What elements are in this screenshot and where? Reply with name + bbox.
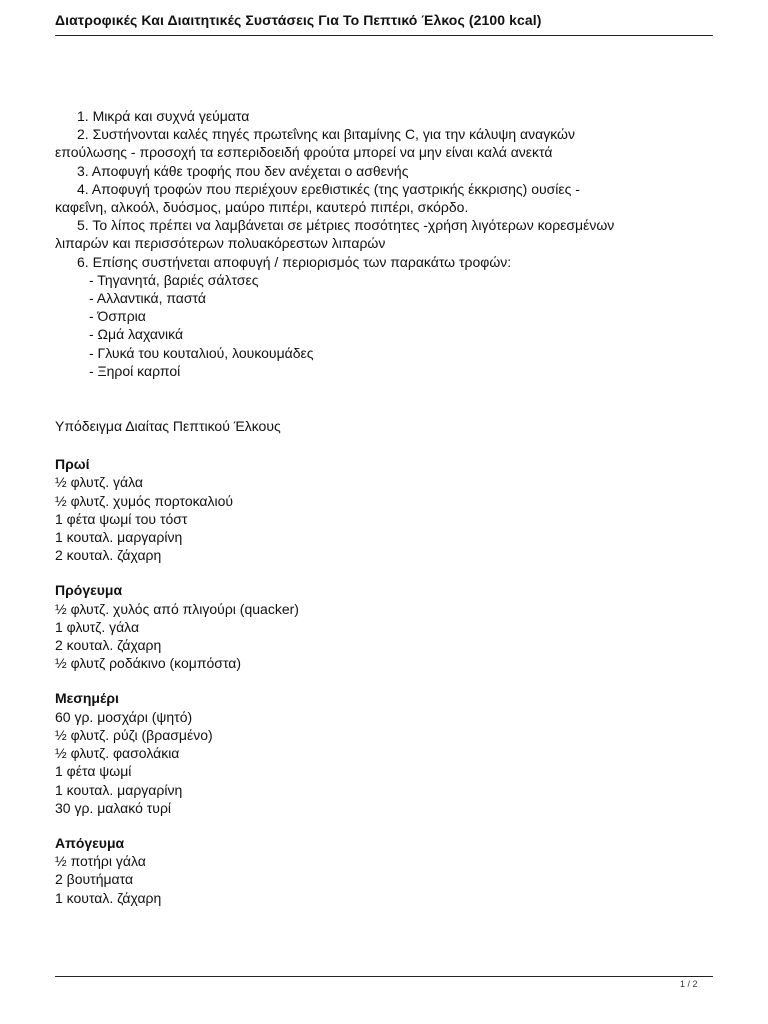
recommendation-item: 2. Συστήνονται καλές πηγές πρωτεΐνης και βιταμίνης C, για την κάλυψη αναγκών: [77, 126, 575, 143]
avoid-food-item: - Τηγανητά, βαριές σάλτσες: [89, 271, 259, 288]
avoid-food-item: - Γλυκά του κουταλιού, λουκουμάδες: [89, 344, 314, 361]
page-number: 1 / 2: [680, 979, 698, 989]
meal-item: 1 κουταλ. μαργαρίνη: [55, 781, 183, 798]
meal-item: 1 φλυτζ. γάλα: [55, 618, 140, 635]
meal-section-lunch: [55, 689, 715, 816]
recommendation-item: 5. Το λίπος πρέπει να λαμβάνεται σε μέτριες ποσότητες -χρήση λιγότερων κορεσμένων: [77, 217, 615, 234]
meal-item: ½ φλυτζ ροδάκινο (κομπόστα): [55, 655, 242, 672]
avoid-food-item: - Ξηροί καρποί: [89, 362, 181, 379]
meal-item: 30 γρ. μαλακό τυρί: [55, 799, 172, 816]
avoid-food-item: - Αλλαντικά, παστά: [89, 290, 206, 307]
avoid-food-item: - Όσπρια: [89, 308, 146, 325]
meal-section-afternoon: [55, 834, 715, 907]
meal-item: ½ φλυτζ. χυμός πορτοκαλιού: [55, 492, 234, 509]
recommendation-continuation: λιπαρών και περισσότερων πολυακόρεστων λιπαρών: [55, 235, 386, 252]
meal-item: 1 φέτα ψωμί: [55, 763, 132, 780]
avoid-food-item: - Ωμά λαχανικά: [89, 326, 184, 343]
recommendation-item: 3. Αποφυγή κάθε τροφής που δεν ανέχεται ο ασθενής: [77, 162, 409, 179]
recommendation-continuation: καφεΐνη, αλκοόλ, δυόσμος, μαύρο πιπέρι, καυτερό πιπέρι, σκόρδο.: [55, 199, 469, 216]
meal-item: ½ φλυτζ. γάλα: [55, 474, 143, 491]
sample-diet-title: Υπόδειγμα Διαίτας Πεπτικού Έλκους: [55, 418, 281, 435]
meal-heading: Πρόγευμα: [55, 582, 123, 599]
header-divider: [55, 35, 713, 36]
meal-item: 1 κουταλ. μαργαρίνη: [55, 529, 183, 546]
meal-item: 60 γρ. μοσχάρι (ψητό): [55, 708, 193, 725]
document-body: [55, 107, 715, 907]
meal-item: ½ φλυτζ. ρύζι (βρασμένο): [55, 726, 213, 743]
meal-item: ½ ποτήρι γάλα: [55, 853, 146, 870]
recommendations-list: [55, 107, 715, 271]
meal-item: 1 κουταλ. ζάχαρη: [55, 889, 162, 906]
recommendation-continuation: επούλωσης - προσοχή τα εσπεριδοειδή φρούτα μπορεί να μην είναι καλά ανεκτά: [55, 144, 553, 161]
avoid-foods-list: [55, 271, 715, 380]
footer-divider: [55, 976, 713, 977]
meal-item: 1 φέτα ψωμί του τόστ: [55, 510, 188, 527]
meal-item: 2 κουταλ. ζάχαρη: [55, 547, 162, 564]
meal-section-brunch: [55, 581, 715, 672]
meal-item: 2 βουτήματα: [55, 871, 134, 888]
meal-item: ½ φλυτζ. χυλός από πλιγούρι (quacker): [55, 600, 299, 617]
recommendation-item: 6. Επίσης συστήνεται αποφυγή / περιορισμός των παρακάτω τροφών:: [77, 253, 512, 270]
meal-heading: Απόγευμα: [55, 834, 125, 851]
recommendation-item: 4. Αποφυγή τροφών που περιέχουν ερεθιστικές (της γαστρικής έκκρισης) ουσίες -: [77, 180, 580, 197]
meal-heading: Μεσημέρι: [55, 690, 119, 707]
meal-heading: Πρωί: [55, 456, 90, 473]
meal-section-breakfast: [55, 455, 715, 564]
page-header-title: Διατροφικές Και Διαιτητικές Συστάσεις Για Το Πεπτικό Έλκος (2100 kcal): [55, 12, 542, 28]
recommendation-item: 1. Μικρά και συχνά γεύματα: [77, 108, 250, 124]
meal-item: ½ φλυτζ. φασολάκια: [55, 745, 180, 762]
meal-item: 2 κουταλ. ζάχαρη: [55, 637, 162, 654]
